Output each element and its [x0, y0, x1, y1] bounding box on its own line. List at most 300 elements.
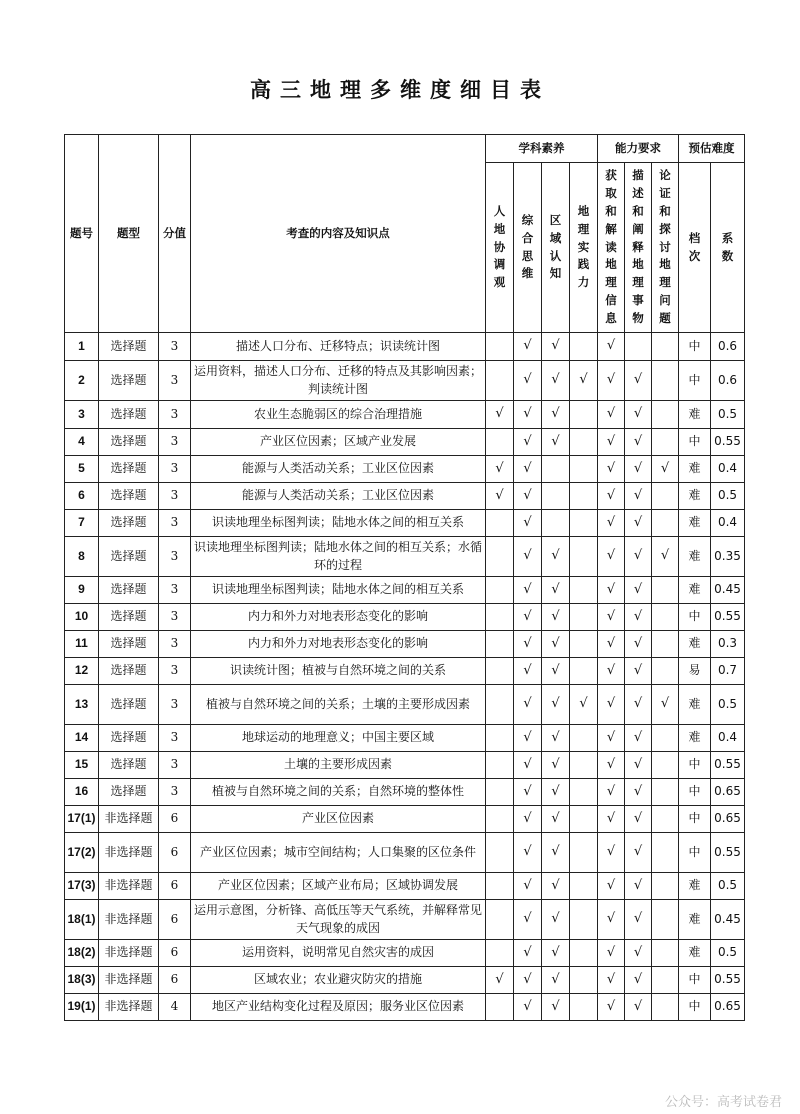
- check-cell: [542, 483, 570, 510]
- row-content: 识读地理坐标图判读；陆地水体之间的相互关系: [191, 577, 486, 604]
- check-cell: √: [652, 456, 679, 483]
- check-cell: √: [598, 333, 625, 361]
- check-cell: [486, 833, 514, 873]
- check-cell: √: [570, 361, 598, 401]
- check-cell: √: [625, 577, 652, 604]
- check-cell: √: [514, 510, 542, 537]
- row-score: 3: [159, 429, 191, 456]
- check-cell: [652, 604, 679, 631]
- check-cell: √: [625, 604, 652, 631]
- row-type: 选择题: [99, 401, 159, 429]
- row-number: 16: [65, 779, 99, 806]
- check-cell: √: [514, 604, 542, 631]
- check-cell: [570, 967, 598, 994]
- check-cell: [486, 725, 514, 752]
- table-row: [65, 685, 745, 725]
- check-cell: √: [514, 429, 542, 456]
- check-cell: √: [625, 806, 652, 833]
- check-cell: √: [625, 725, 652, 752]
- header-group-difficulty: 预估难度: [679, 135, 745, 163]
- check-cell: [570, 631, 598, 658]
- check-cell: √: [598, 658, 625, 685]
- row-coefficient: 0.4: [711, 456, 745, 483]
- row-number: 12: [65, 658, 99, 685]
- table-row: [65, 900, 745, 940]
- check-cell: [486, 940, 514, 967]
- row-coefficient: 0.55: [711, 429, 745, 456]
- row-content: 运用资料，描述人口分布、迁移的特点及其影响因素；判读统计图: [191, 361, 486, 401]
- check-cell: [486, 752, 514, 779]
- row-number: 18(2): [65, 940, 99, 967]
- check-cell: √: [598, 604, 625, 631]
- table-body: [65, 333, 745, 1021]
- check-cell: √: [598, 537, 625, 577]
- row-content: 农业生态脆弱区的综合治理措施: [191, 401, 486, 429]
- row-type: 选择题: [99, 631, 159, 658]
- check-cell: [652, 401, 679, 429]
- row-content: 能源与人类活动关系；工业区位因素: [191, 483, 486, 510]
- table-row: [65, 967, 745, 994]
- row-type: 选择题: [99, 333, 159, 361]
- check-cell: √: [625, 361, 652, 401]
- header-sub-label: 描述和阐释地理事物: [632, 168, 644, 325]
- header-sub-label: 论证和探讨地理问题: [659, 168, 671, 325]
- row-type: 非选择题: [99, 900, 159, 940]
- row-number: 1: [65, 333, 99, 361]
- check-cell: [570, 900, 598, 940]
- row-coefficient: 0.55: [711, 752, 745, 779]
- table-row: [65, 537, 745, 577]
- row-level: 中: [679, 429, 711, 456]
- row-content: 地区产业结构变化过程及原因；服务业区位因素: [191, 994, 486, 1021]
- table-row: [65, 401, 745, 429]
- row-coefficient: 0.5: [711, 483, 745, 510]
- check-cell: √: [514, 685, 542, 725]
- check-cell: [570, 873, 598, 900]
- check-cell: [570, 510, 598, 537]
- check-cell: √: [598, 510, 625, 537]
- check-cell: √: [598, 577, 625, 604]
- check-cell: [570, 604, 598, 631]
- row-content: 植被与自然环境之间的关系；土壤的主要形成因素: [191, 685, 486, 725]
- table-row: [65, 873, 745, 900]
- check-cell: √: [514, 779, 542, 806]
- check-cell: √: [542, 333, 570, 361]
- row-level: 中: [679, 779, 711, 806]
- check-cell: √: [598, 833, 625, 873]
- row-type: 选择题: [99, 685, 159, 725]
- row-level: 中: [679, 833, 711, 873]
- row-type: 非选择题: [99, 873, 159, 900]
- row-coefficient: 0.45: [711, 577, 745, 604]
- check-cell: √: [598, 940, 625, 967]
- row-score: 6: [159, 833, 191, 873]
- check-cell: [486, 604, 514, 631]
- row-level: 难: [679, 401, 711, 429]
- row-score: 3: [159, 658, 191, 685]
- footer-watermark: 公众号：高考试卷君: [664, 1095, 782, 1110]
- header-sub: [652, 163, 679, 333]
- row-content: 运用资料，说明常见自然灾害的成因: [191, 940, 486, 967]
- row-type: 非选择题: [99, 806, 159, 833]
- check-cell: [486, 779, 514, 806]
- table-row: [65, 361, 745, 401]
- check-cell: √: [542, 658, 570, 685]
- row-coefficient: 0.6: [711, 361, 745, 401]
- row-level: 易: [679, 658, 711, 685]
- check-cell: [542, 456, 570, 483]
- check-cell: [570, 994, 598, 1021]
- check-cell: [652, 752, 679, 779]
- check-cell: √: [514, 483, 542, 510]
- check-cell: √: [542, 967, 570, 994]
- check-cell: √: [625, 456, 652, 483]
- table-row: [65, 658, 745, 685]
- table-row: [65, 483, 745, 510]
- check-cell: √: [542, 940, 570, 967]
- check-cell: √: [652, 685, 679, 725]
- header-sub-label: 地理实践力: [577, 203, 590, 290]
- header-score: 分值: [159, 135, 191, 333]
- check-cell: [542, 510, 570, 537]
- check-cell: √: [652, 537, 679, 577]
- check-cell: [652, 510, 679, 537]
- header-sub: [486, 163, 514, 333]
- row-content: 产业区位因素；区域产业布局；区域协调发展: [191, 873, 486, 900]
- row-coefficient: 0.6: [711, 333, 745, 361]
- row-score: 6: [159, 967, 191, 994]
- row-content: 能源与人类活动关系；工业区位因素: [191, 456, 486, 483]
- row-level: 难: [679, 483, 711, 510]
- row-coefficient: 0.5: [711, 873, 745, 900]
- check-cell: √: [514, 658, 542, 685]
- row-type: 选择题: [99, 510, 159, 537]
- row-type: 非选择题: [99, 833, 159, 873]
- check-cell: √: [625, 401, 652, 429]
- row-score: 6: [159, 900, 191, 940]
- check-cell: √: [598, 456, 625, 483]
- table-row: [65, 577, 745, 604]
- row-score: 4: [159, 994, 191, 1021]
- check-cell: √: [514, 577, 542, 604]
- check-cell: [570, 806, 598, 833]
- check-cell: [570, 779, 598, 806]
- table-row: [65, 631, 745, 658]
- row-content: 运用示意图，分析锋、高低压等天气系统，并解释常见天气现象的成因: [191, 900, 486, 940]
- check-cell: [486, 806, 514, 833]
- check-cell: √: [625, 510, 652, 537]
- row-type: 选择题: [99, 725, 159, 752]
- row-score: 3: [159, 483, 191, 510]
- table-row: [65, 833, 745, 873]
- row-number: 18(3): [65, 967, 99, 994]
- check-cell: [570, 725, 598, 752]
- row-content: 识读地理坐标图判读；陆地水体之间的相互关系: [191, 510, 486, 537]
- row-type: 选择题: [99, 483, 159, 510]
- check-cell: [486, 900, 514, 940]
- check-cell: √: [625, 900, 652, 940]
- check-cell: [652, 779, 679, 806]
- row-type: 非选择题: [99, 994, 159, 1021]
- row-type: 选择题: [99, 577, 159, 604]
- row-type: 非选择题: [99, 967, 159, 994]
- row-content: 植被与自然环境之间的关系；自然环境的整体性: [191, 779, 486, 806]
- check-cell: √: [598, 900, 625, 940]
- table-row: [65, 725, 745, 752]
- row-content: 区域农业；农业避灾防灾的措施: [191, 967, 486, 994]
- row-coefficient: 0.65: [711, 779, 745, 806]
- check-cell: √: [542, 631, 570, 658]
- row-score: 3: [159, 456, 191, 483]
- row-number: 11: [65, 631, 99, 658]
- check-cell: [652, 631, 679, 658]
- check-cell: [486, 333, 514, 361]
- row-number: 17(2): [65, 833, 99, 873]
- row-score: 6: [159, 873, 191, 900]
- row-coefficient: 0.5: [711, 401, 745, 429]
- check-cell: [570, 401, 598, 429]
- detail-table: [64, 134, 745, 1021]
- row-number: 8: [65, 537, 99, 577]
- row-score: 3: [159, 725, 191, 752]
- check-cell: [486, 631, 514, 658]
- row-type: 非选择题: [99, 940, 159, 967]
- check-cell: √: [625, 429, 652, 456]
- check-cell: √: [514, 806, 542, 833]
- check-cell: √: [542, 873, 570, 900]
- header-sub-label: 综合思维: [521, 212, 534, 281]
- header-sub-label: 系数: [721, 230, 734, 263]
- check-cell: √: [514, 333, 542, 361]
- check-cell: [570, 456, 598, 483]
- check-cell: [652, 994, 679, 1021]
- row-type: 选择题: [99, 658, 159, 685]
- check-cell: √: [625, 940, 652, 967]
- check-cell: √: [570, 685, 598, 725]
- check-cell: [486, 361, 514, 401]
- row-content: 产业区位因素；城市空间结构；人口集聚的区位条件: [191, 833, 486, 873]
- row-coefficient: 0.4: [711, 510, 745, 537]
- check-cell: √: [625, 658, 652, 685]
- header-group-ability: 能力要求: [598, 135, 679, 163]
- header-sub-label: 区域认知: [549, 212, 562, 281]
- check-cell: √: [514, 401, 542, 429]
- header-content: 考查的内容及知识点: [191, 135, 486, 333]
- table-row: [65, 940, 745, 967]
- row-score: 3: [159, 333, 191, 361]
- row-number: 6: [65, 483, 99, 510]
- row-level: 中: [679, 752, 711, 779]
- row-level: 中: [679, 806, 711, 833]
- row-score: 3: [159, 604, 191, 631]
- check-cell: √: [598, 631, 625, 658]
- table-row: [65, 429, 745, 456]
- header-sub-label: 档次: [688, 230, 701, 263]
- row-coefficient: 0.35: [711, 537, 745, 577]
- check-cell: √: [598, 725, 625, 752]
- check-cell: √: [514, 456, 542, 483]
- row-score: 3: [159, 752, 191, 779]
- header-sub: [514, 163, 542, 333]
- check-cell: [652, 483, 679, 510]
- row-number: 2: [65, 361, 99, 401]
- check-cell: √: [625, 631, 652, 658]
- header-sub: [625, 163, 652, 333]
- row-coefficient: 0.5: [711, 940, 745, 967]
- row-level: 难: [679, 873, 711, 900]
- row-content: 内力和外力对地表形态变化的影响: [191, 604, 486, 631]
- row-number: 18(1): [65, 900, 99, 940]
- row-score: 3: [159, 631, 191, 658]
- check-cell: √: [625, 779, 652, 806]
- table-row: [65, 456, 745, 483]
- check-cell: √: [598, 967, 625, 994]
- row-number: 5: [65, 456, 99, 483]
- row-content: 产业区位因素: [191, 806, 486, 833]
- check-cell: √: [542, 361, 570, 401]
- row-content: 识读统计图；植被与自然环境之间的关系: [191, 658, 486, 685]
- check-cell: [570, 483, 598, 510]
- row-score: 6: [159, 940, 191, 967]
- check-cell: √: [598, 779, 625, 806]
- check-cell: √: [542, 401, 570, 429]
- check-cell: √: [486, 967, 514, 994]
- check-cell: [652, 900, 679, 940]
- check-cell: [570, 577, 598, 604]
- check-cell: √: [514, 940, 542, 967]
- check-cell: [486, 994, 514, 1021]
- check-cell: [570, 333, 598, 361]
- row-level: 难: [679, 510, 711, 537]
- header-sub: [570, 163, 598, 333]
- row-level: 难: [679, 725, 711, 752]
- check-cell: √: [486, 456, 514, 483]
- header-sub: [711, 163, 745, 333]
- row-content: 描述人口分布、迁移特点；识读统计图: [191, 333, 486, 361]
- check-cell: [652, 725, 679, 752]
- check-cell: √: [542, 725, 570, 752]
- check-cell: [570, 658, 598, 685]
- row-coefficient: 0.45: [711, 900, 745, 940]
- row-level: 中: [679, 361, 711, 401]
- row-coefficient: 0.5: [711, 685, 745, 725]
- table-row: [65, 994, 745, 1021]
- row-content: 产业区位因素；区域产业发展: [191, 429, 486, 456]
- check-cell: √: [514, 833, 542, 873]
- row-coefficient: 0.55: [711, 833, 745, 873]
- row-level: 难: [679, 900, 711, 940]
- row-number: 3: [65, 401, 99, 429]
- check-cell: √: [598, 994, 625, 1021]
- row-level: 中: [679, 967, 711, 994]
- check-cell: √: [542, 806, 570, 833]
- check-cell: √: [542, 577, 570, 604]
- check-cell: [652, 806, 679, 833]
- check-cell: [570, 833, 598, 873]
- row-score: 3: [159, 361, 191, 401]
- check-cell: √: [625, 967, 652, 994]
- row-coefficient: 0.65: [711, 806, 745, 833]
- check-cell: √: [542, 752, 570, 779]
- check-cell: √: [542, 537, 570, 577]
- row-score: 6: [159, 806, 191, 833]
- check-cell: [652, 333, 679, 361]
- row-coefficient: 0.3: [711, 631, 745, 658]
- check-cell: [570, 429, 598, 456]
- row-level: 中: [679, 994, 711, 1021]
- check-cell: √: [514, 631, 542, 658]
- table-row: [65, 752, 745, 779]
- check-cell: [652, 967, 679, 994]
- row-content: 地球运动的地理意义；中国主要区域: [191, 725, 486, 752]
- row-level: 难: [679, 685, 711, 725]
- row-type: 选择题: [99, 456, 159, 483]
- check-cell: [652, 577, 679, 604]
- check-cell: √: [514, 994, 542, 1021]
- row-level: 中: [679, 604, 711, 631]
- check-cell: [652, 873, 679, 900]
- row-type: 选择题: [99, 361, 159, 401]
- check-cell: √: [625, 833, 652, 873]
- check-cell: [652, 940, 679, 967]
- row-content: 识读地理坐标图判读；陆地水体之间的相互关系；水循环的过程: [191, 537, 486, 577]
- header-type: 题型: [99, 135, 159, 333]
- row-number: 17(3): [65, 873, 99, 900]
- check-cell: √: [542, 779, 570, 806]
- check-cell: [652, 361, 679, 401]
- check-cell: √: [514, 873, 542, 900]
- check-cell: √: [542, 900, 570, 940]
- check-cell: √: [625, 752, 652, 779]
- check-cell: [486, 537, 514, 577]
- row-content: 内力和外力对地表形态变化的影响: [191, 631, 486, 658]
- check-cell: [570, 537, 598, 577]
- check-cell: √: [598, 806, 625, 833]
- check-cell: [570, 940, 598, 967]
- check-cell: √: [542, 685, 570, 725]
- row-level: 难: [679, 456, 711, 483]
- row-type: 选择题: [99, 604, 159, 631]
- row-number: 13: [65, 685, 99, 725]
- check-cell: [486, 658, 514, 685]
- check-cell: [652, 658, 679, 685]
- check-cell: √: [514, 900, 542, 940]
- row-type: 选择题: [99, 779, 159, 806]
- row-number: 7: [65, 510, 99, 537]
- table-row: [65, 806, 745, 833]
- check-cell: √: [598, 873, 625, 900]
- row-type: 选择题: [99, 429, 159, 456]
- row-level: 难: [679, 537, 711, 577]
- row-score: 3: [159, 779, 191, 806]
- check-cell: √: [542, 429, 570, 456]
- header-group-literacy: 学科素养: [486, 135, 598, 163]
- row-coefficient: 0.55: [711, 604, 745, 631]
- check-cell: √: [542, 833, 570, 873]
- header-num: 题号: [65, 135, 99, 333]
- check-cell: √: [514, 725, 542, 752]
- row-content: 土壤的主要形成因素: [191, 752, 486, 779]
- row-number: 10: [65, 604, 99, 631]
- check-cell: √: [625, 873, 652, 900]
- row-number: 14: [65, 725, 99, 752]
- check-cell: √: [625, 994, 652, 1021]
- check-cell: [570, 752, 598, 779]
- header-sub-label: 获取和解读地理信息: [605, 168, 617, 325]
- check-cell: √: [598, 483, 625, 510]
- check-cell: [625, 333, 652, 361]
- check-cell: √: [486, 483, 514, 510]
